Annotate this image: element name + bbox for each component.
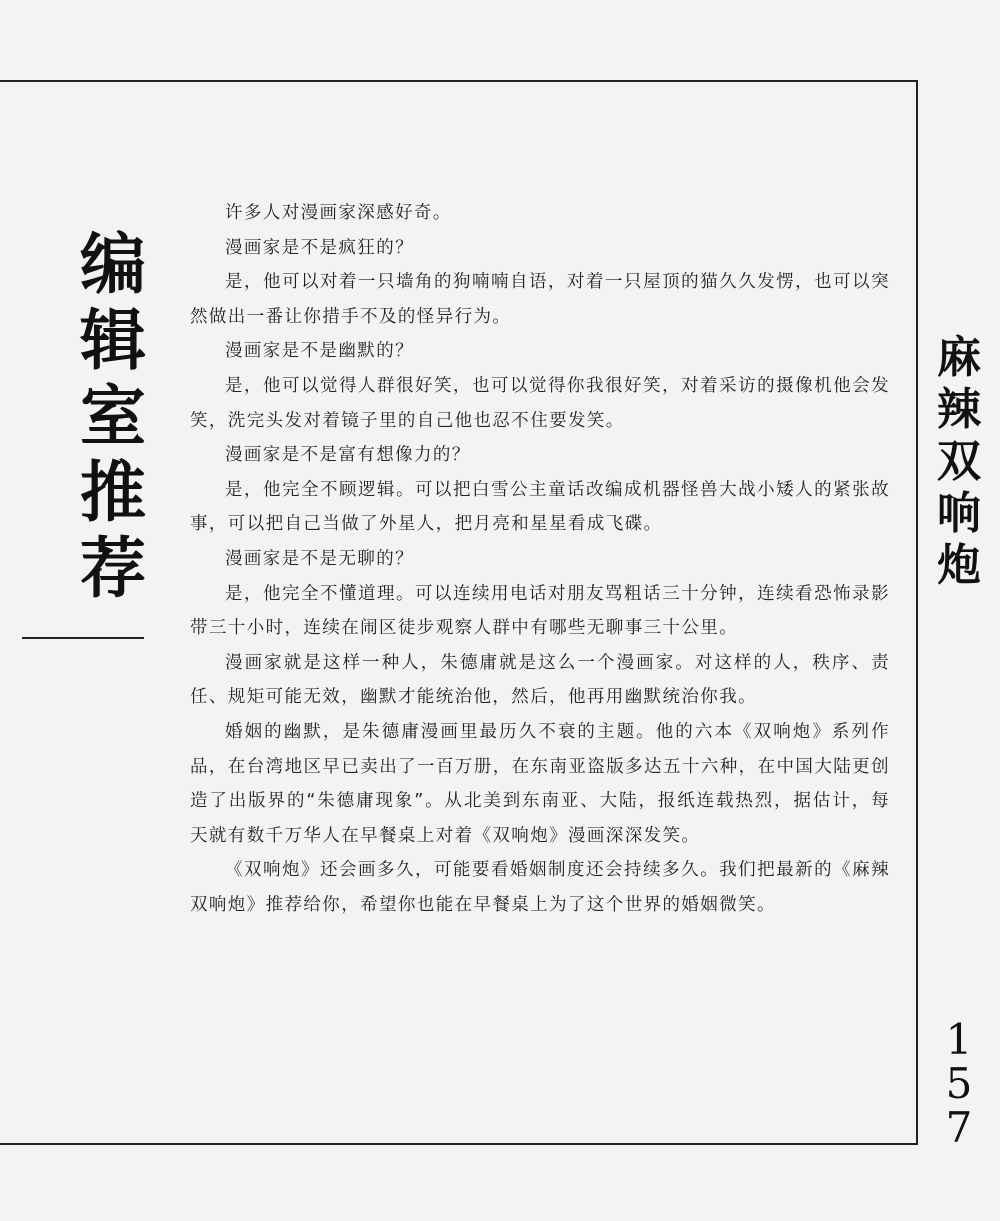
- paragraph: 是，他完全不懂道理。可以连续用电话对朋友骂粗话三十分钟，连续看恐怖录影带三十小时，连续在闹区徒步观察人群中有哪些无聊事三十公里。: [190, 583, 890, 639]
- page-number: [918, 1015, 1000, 1152]
- paragraph: 是，他可以对着一只墙角的狗喃喃自语，对着一只屋顶的猫久久发愣，也可以突然做出一番让你措手不及的怪异行为。: [190, 272, 890, 327]
- book-title: [918, 332, 1000, 592]
- title-underline: [22, 637, 144, 639]
- paragraph: 漫画家是不是幽默的？: [225, 341, 414, 362]
- section-title-char: 室: [80, 377, 146, 455]
- section-title: [78, 226, 148, 606]
- paragraph: 是，他完全不顾逻辑。可以把白雪公主童话改编成机器怪兽大战小矮人的紧张故事，可以把自己当做了外星人，把月亮和星星看成飞碟。: [190, 479, 890, 535]
- paragraph: 漫画家就是这样一种人，朱德庸就是这么一个漫画家。对这样的人，秩序、责任、规矩可能无效，幽默才能统治他，然后，他再用幽默统治你我。: [190, 652, 890, 708]
- section-title-char: 荐: [80, 529, 146, 607]
- book-title-char: 双: [937, 436, 981, 487]
- section-title-char: 编: [80, 225, 146, 303]
- paragraph: 婚姻的幽默，是朱德庸漫画里最历久不衰的主题。他的六本《双响炮》系列作品，在台湾地区早已卖出了一百万册，在东南亚盗版多达五十六种，在中国大陆更创造了出版界的“朱德庸现象”。从北美到东南亚、大陆，报纸连载热烈，据估计，每天就有数千万华人在早餐桌上对着《双响炮》漫画深深发笑。: [190, 721, 890, 846]
- section-title-char: 推: [80, 453, 146, 531]
- article-body: [190, 196, 890, 922]
- book-title-char: 响: [937, 488, 981, 539]
- page-number-digit: 5: [945, 1059, 973, 1108]
- page-number-digit: 1: [945, 1015, 973, 1064]
- paragraph: 许多人对漫画家深感好奇。: [225, 203, 452, 223]
- paragraph: 《双响炮》还会画多久，可能要看婚姻制度还会持续多久。我们把最新的《麻辣双响炮》推荐给你，希望你也能在早餐桌上为了这个世界的婚姻微笑。: [190, 860, 890, 915]
- paragraph: 漫画家是不是富有想像力的？: [225, 445, 471, 466]
- paragraph: 是，他可以觉得人群很好笑，也可以觉得你我很好笑，对着采访的摄像机他会发笑，洗完头发对着镜子里的自己他也忍不住要发笑。: [190, 375, 890, 431]
- book-title-char: 炮: [937, 540, 981, 591]
- paragraph: 漫画家是不是无聊的？: [225, 548, 414, 569]
- paragraph: 漫画家是不是疯狂的？: [225, 237, 414, 258]
- book-title-char: 麻: [937, 332, 981, 383]
- section-title-char: 辑: [80, 301, 146, 379]
- book-title-char: 辣: [937, 384, 981, 435]
- page-number-digit: 7: [945, 1103, 973, 1152]
